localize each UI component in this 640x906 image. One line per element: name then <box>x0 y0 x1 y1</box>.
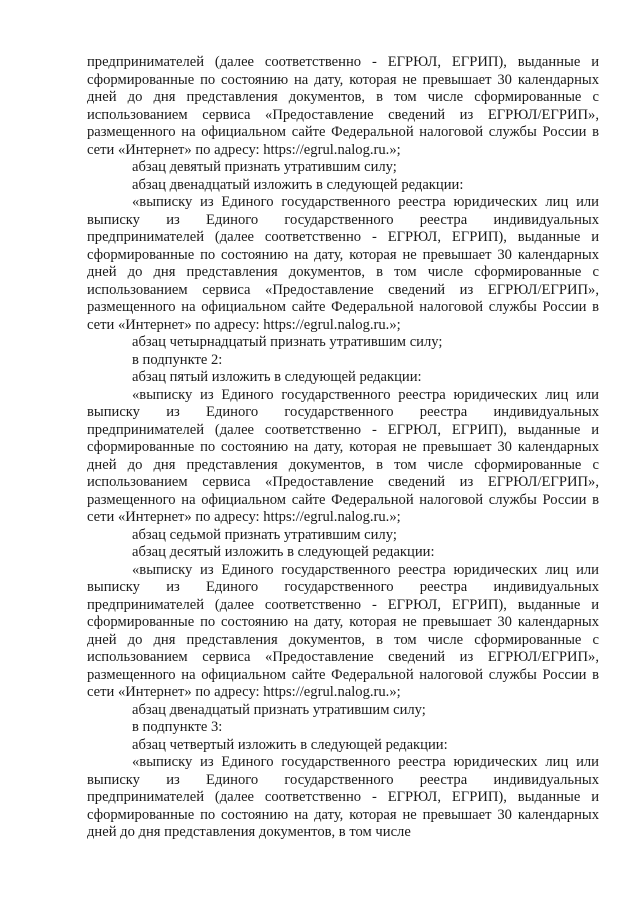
paragraph-14: абзац четвертый изложить в следующей редакции: <box>132 736 448 753</box>
paragraph-2: абзац девятый признать утратившим силу; <box>132 159 397 175</box>
paragraph-13: в подпункте 3: <box>132 719 223 735</box>
paragraph-8: «выписку из Единого государственного реестра юридических лиц или выписку из Единого государственного реестра индивидуальных предпринимателей (далее соответственно - ЕГРЮЛ, ЕГРИП), выданные и сформированные по состоянию на дату, которая не превышает 30 календарных дней до дня представления документов, в том числе сформированные с использованием сервиса «Предоставление сведений из ЕГРЮЛ/ЕГРИП», размещенного на официальном сайте Федеральной налоговой службы России в сети «Интернет» по адресу: https://egrul.nalog.ru.»; <box>87 386 599 525</box>
paragraph-5: абзац четырнадцатый признать утратившим силу; <box>132 334 443 350</box>
paragraph-3: абзац двенадцатый изложить в следующей редакции: <box>132 176 464 193</box>
paragraph-15: «выписку из Единого государственного реестра юридических лиц или выписку из Единого государственного реестра индивидуальных предпринимателей (далее соответственно - ЕГРЮЛ, ЕГРИП), выданные и сформированные по состоянию на дату, которая не превышает 30 календарных дней до дня представления документов, в том числе <box>87 754 599 840</box>
paragraph-1: предпринимателей (далее соответственно - ЕГРЮЛ, ЕГРИП), выданные и сформированные по состоянию на дату, которая не превышает 30 календарных дней до дня представления документов, в том числе сформированные с использованием сервиса «Предоставление сведений из ЕГРЮЛ/ЕГРИП», размещенного на официальном сайте Федеральной налоговой службы России в сети «Интернет» по адресу: https://egrul.nalog.ru.»; <box>87 54 599 158</box>
paragraph-4: «выписку из Единого государственного реестра юридических лиц или выписку из Единого государственного реестра индивидуальных предпринимателей (далее соответственно - ЕГРЮЛ, ЕГРИП), выданные и сформированные по состоянию на дату, которая не превышает 30 календарных дней до дня представления документов, в том числе сформированные с использованием сервиса «Предоставление сведений из ЕГРЮЛ/ЕГРИП», размещенного на официальном сайте Федеральной налоговой службы России в сети «Интернет» по адресу: https://egrul.nalog.ru.»; <box>87 194 599 333</box>
paragraph-11: «выписку из Единого государственного реестра юридических лиц или выписку из Единого государственного реестра индивидуальных предпринимателей (далее соответственно - ЕГРЮЛ, ЕГРИП), выданные и сформированные по состоянию на дату, которая не превышает 30 календарных дней до дня представления документов, в том числе сформированные с использованием сервиса «Предоставление сведений из ЕГРЮЛ/ЕГРИП», размещенного на официальном сайте Федеральной налоговой службы России в сети «Интернет» по адресу: https://egrul.nalog.ru.»; <box>87 561 599 700</box>
paragraph-9: абзац седьмой признать утратившим силу; <box>132 526 397 543</box>
paragraph-10: абзац десятый изложить в следующей редакции: <box>132 544 435 560</box>
document-page <box>87 54 599 842</box>
paragraph-12: абзац двенадцатый признать утратившим силу; <box>132 701 426 718</box>
paragraph-7: абзац пятый изложить в следующей редакции: <box>132 369 422 385</box>
paragraph-6: в подпункте 2: <box>132 351 223 368</box>
